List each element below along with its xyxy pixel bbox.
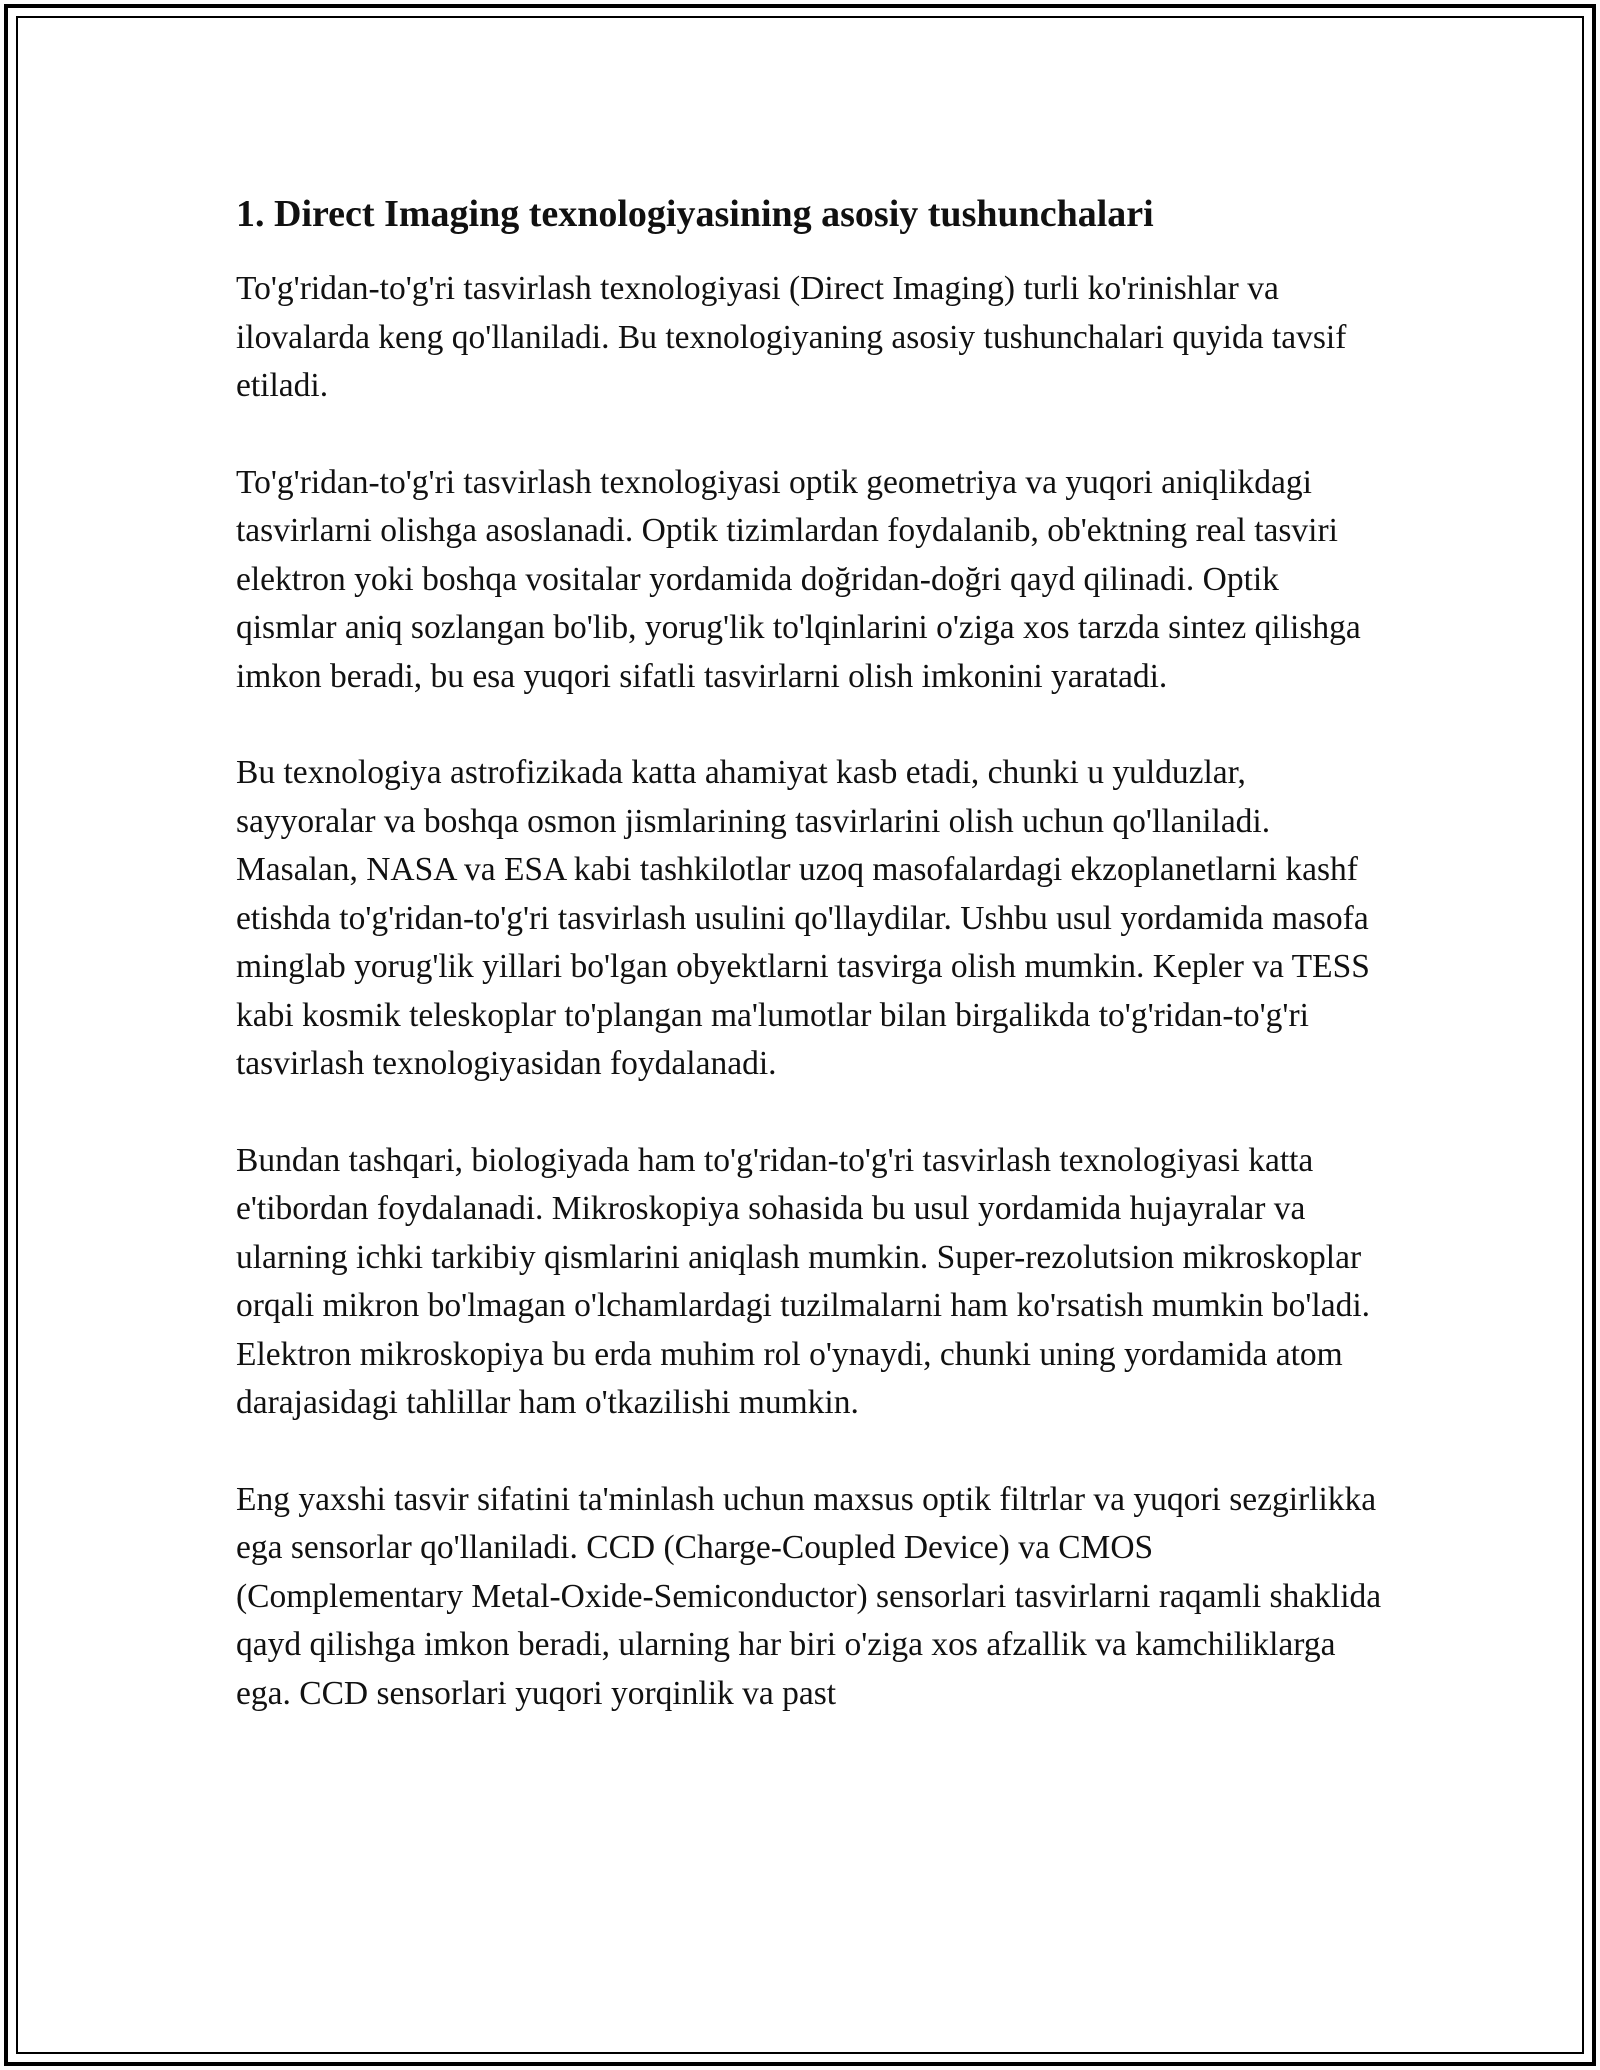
document-body: [236, 183, 1386, 1766]
paragraph-intro: To'g'ridan-to'g'ri tasvirlash texnologiyasi (Direct Imaging) turli ko'rinishlar va ilovalarda keng qo'llaniladi. Bu texnologiyaning asosiy tushunchalari quyida tavsif etiladi.: [236, 270, 1347, 404]
paragraph-astrophysics: Bu texnologiya astrofizikada katta ahamiyat kasb etadi, chunki u yulduzlar, sayyoralar va boshqa osmon jismlarining tasvirlarini olish uchun qo'llaniladi. Masalan, NASA va ESA kabi tashkilotlar uzoq masofalardagi ekzoplanetlarni kashf etishda to'g'ridan-to'g'ri tasvirlash usulini qo'llaydilar. Ushbu usul yordamida masofa minglab yorug'lik yillari bo'lgan obyektlarni tasvirga olish mumkin. Kepler va TESS kabi kosmik teleskoplar to'plangan ma'lumotlar bilan birgalikda to'g'ridan-to'g'ri tasvirlash texnologiyasidan foydalanadi.: [236, 754, 1370, 1082]
paragraph-sensors: Eng yaxshi tasvir sifatini ta'minlash uchun maxsus optik filtrlar va yuqori sezgirlikka ega sensorlar qo'llaniladi. CCD (Charge-Coupled Device) va CMOS (Complementary Metal-Oxide-Semiconductor) sensorlari tasvirlarni raqamli shaklida qayd qilishga imkon beradi, ularning har biri o'ziga xos afzallik va kamchiliklarga ega. CCD sensorlari yuqori yorqinlik va past: [236, 1480, 1382, 1712]
section-heading: 1. Direct Imaging texnologiyasining asosiy tushunchalari: [236, 193, 1154, 235]
paragraph-optics: To'g'ridan-to'g'ri tasvirlash texnologiyasi optik geometriya va yuqori aniqlikdagi tasvirlarni olishga asoslanadi. Optik tizimlardan foydalanib, ob'ektning real tasviri elektron yoki boshqa vositalar yordamida doğridan-doğri qayd qilinadi. Optik qismlar aniq sozlangan bo'lib, yorug'lik to'lqinlarini o'ziga xos tarzda sintez qilishga imkon beradi, bu esa yuqori sifatli tasvirlarni olish imkonini yaratadi.: [236, 463, 1361, 695]
paragraph-biology: Bundan tashqari, biologiyada ham to'g'ridan-to'g'ri tasvirlash texnologiyasi katta e'tibordan foydalanadi. Mikroskopiya sohasida bu usul yordamida hujayralar va ularning ichki tarkibiy qismlarini aniqlash mumkin. Super-rezolutsion mikroskoplar orqali mikron bo'lmagan o'lchamlardagi tuzilmalarni ham ko'rsatish mumkin bo'ladi. Elektron mikroskopiya bu erda muhim rol o'ynaydi, chunki uning yordamida atom darajasidagi tahlillar ham o'tkazilishi mumkin.: [236, 1141, 1371, 1421]
